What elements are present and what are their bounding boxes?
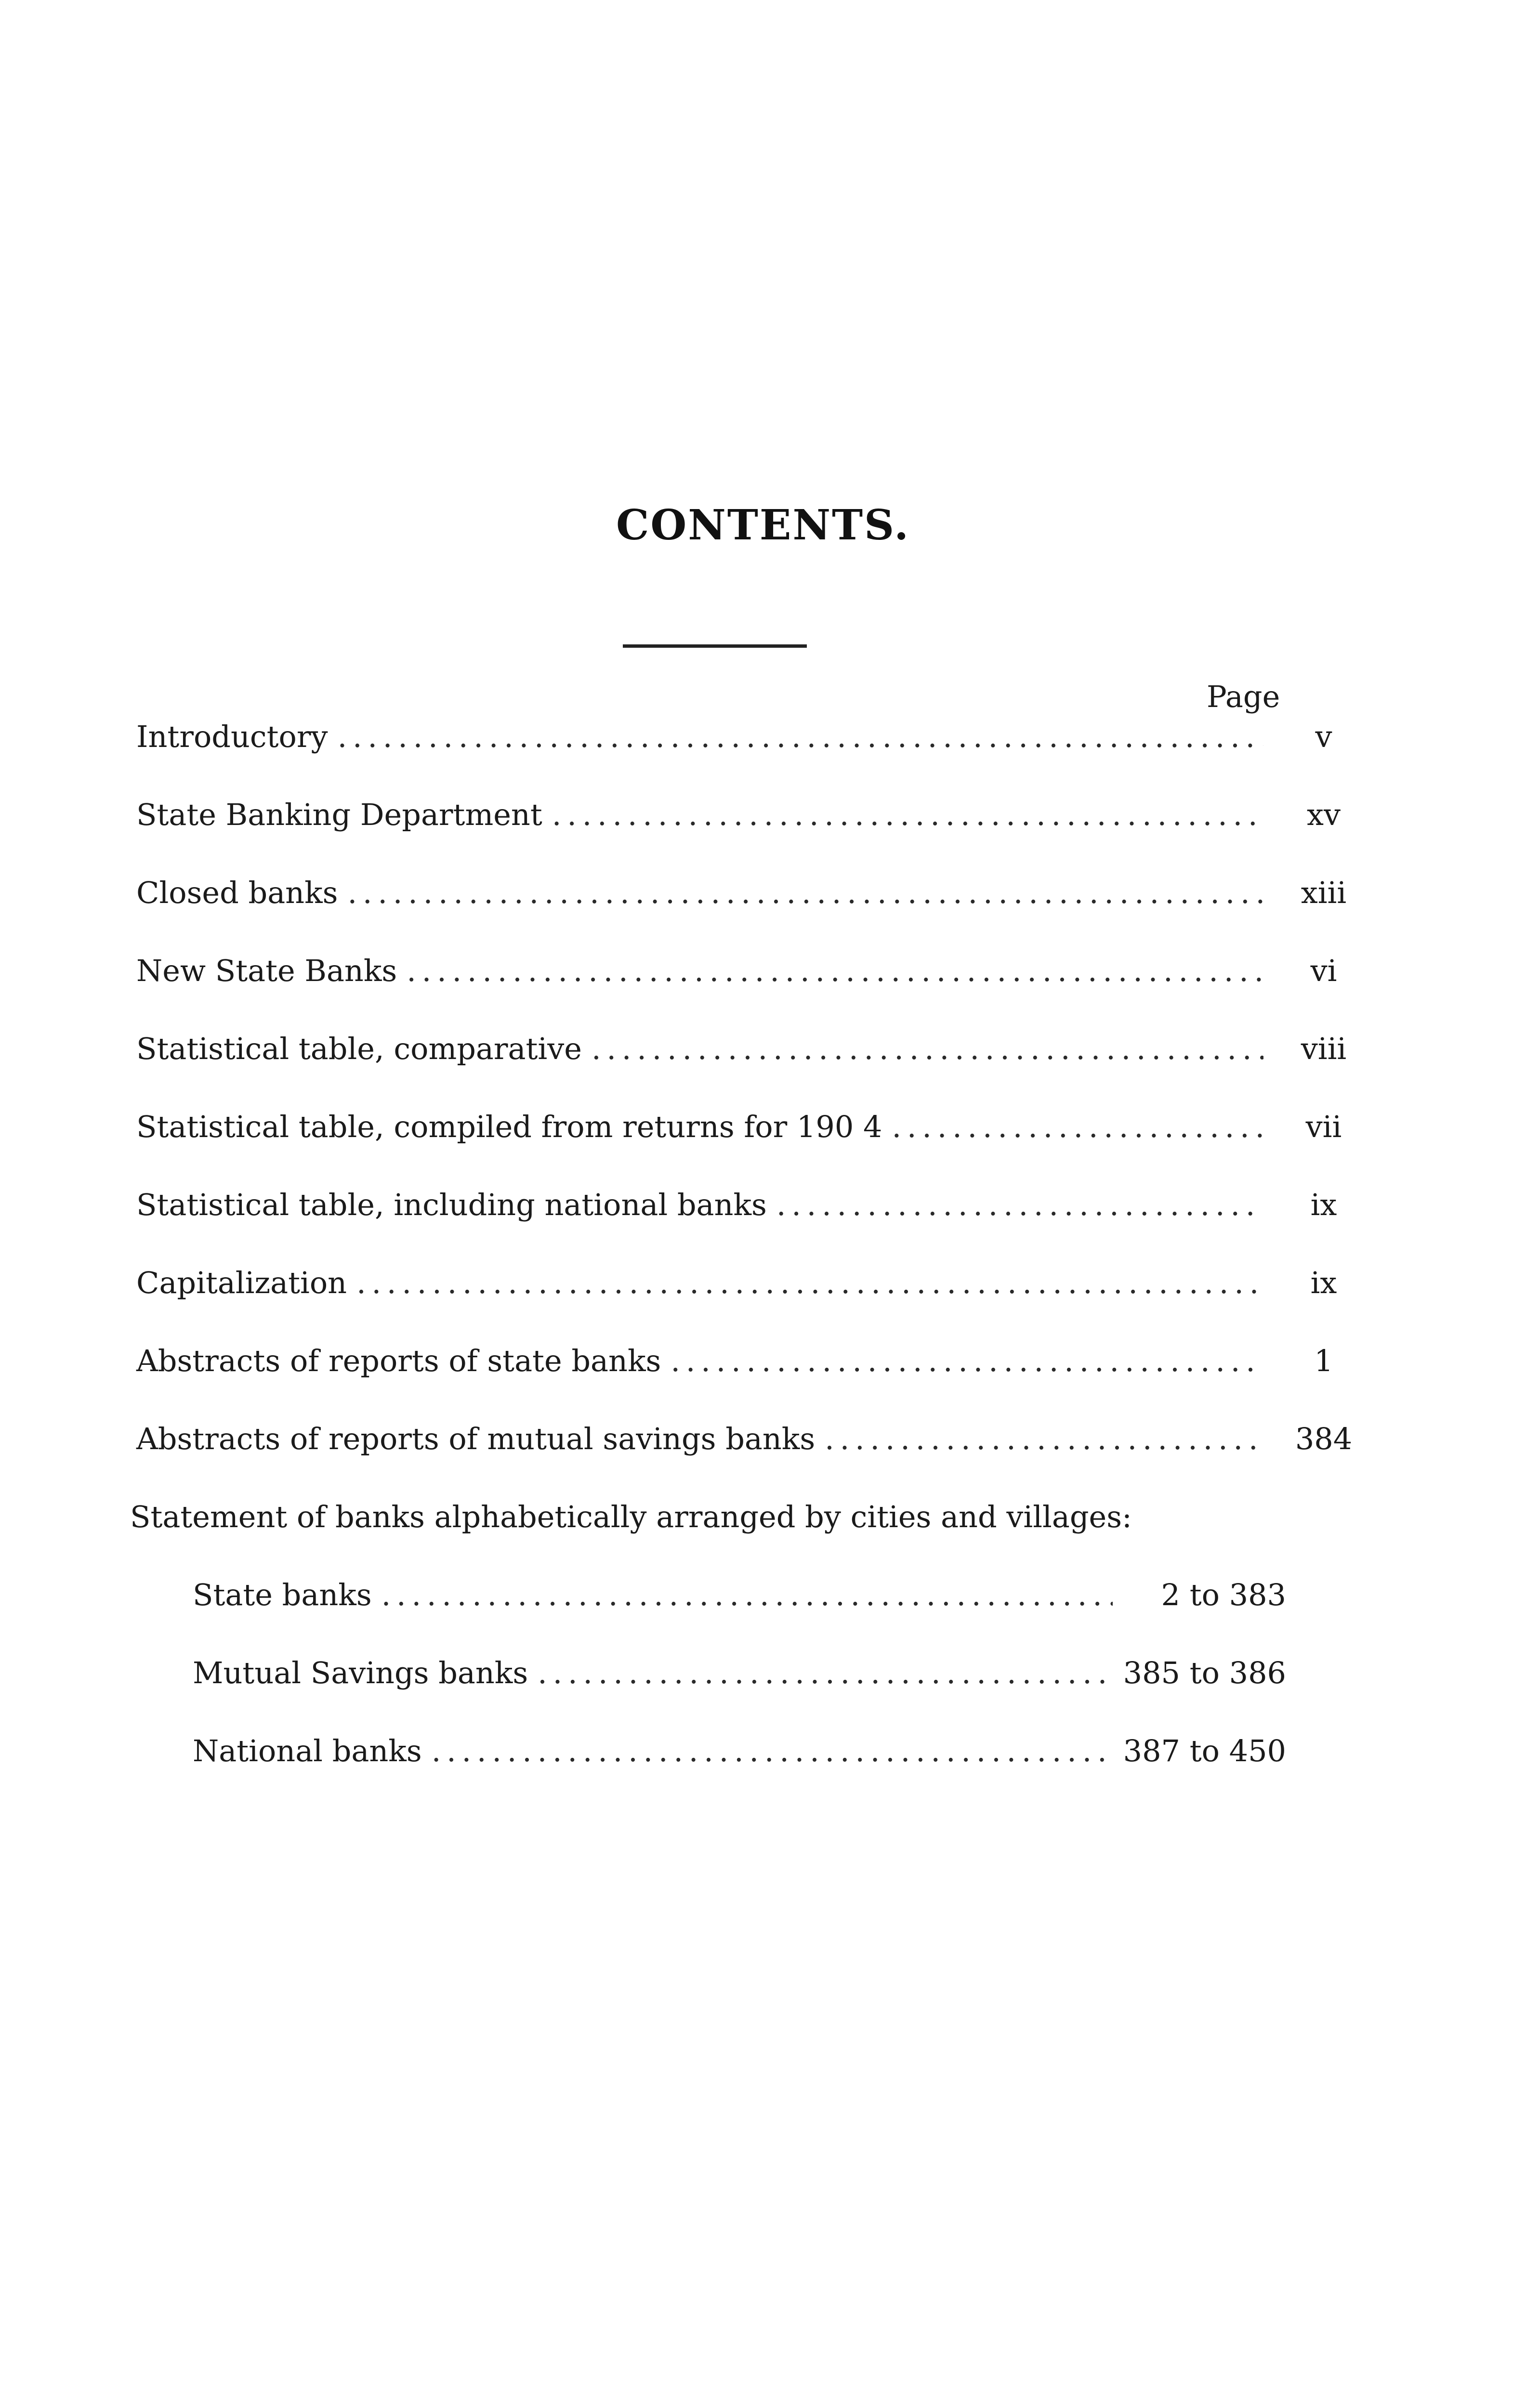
toc-entry-page: xiii — [1301, 875, 1347, 910]
toc-entry-page: 387 to 450 — [1123, 1733, 1286, 1768]
title-rule — [623, 644, 807, 648]
toc-entry-page: vii — [1305, 1109, 1342, 1144]
toc-entry-label: Statistical table, compiled from returns for 190 4 — [136, 1109, 882, 1144]
page-column-header: Page — [1207, 679, 1280, 714]
toc-entry-label: State banks — [193, 1577, 372, 1612]
dot-leader — [338, 718, 1263, 756]
dot-leader — [825, 1420, 1263, 1458]
toc-entry-label: Statistical table, comparative — [136, 1031, 582, 1066]
dot-leader — [552, 796, 1263, 834]
dot-leader — [382, 1576, 1113, 1614]
dot-leader — [432, 1732, 1113, 1770]
toc-entry-page: v — [1315, 719, 1332, 754]
toc-entry-page: ix — [1310, 1265, 1337, 1300]
toc-entry-page: xv — [1307, 797, 1341, 832]
toc-entry[interactable] — [136, 952, 1374, 990]
toc-entry-label: Capitalization — [136, 1265, 347, 1300]
dot-leader — [671, 1342, 1263, 1380]
page-title: CONTENTS. — [616, 501, 910, 550]
toc-entry[interactable] — [136, 1264, 1374, 1302]
toc-entry-page: viii — [1301, 1031, 1347, 1066]
toc-subentry[interactable] — [193, 1576, 1286, 1614]
dot-leader — [776, 1186, 1263, 1224]
toc-entry[interactable] — [136, 1342, 1374, 1380]
toc-entry[interactable] — [136, 1186, 1374, 1224]
toc-entry-label: National banks — [193, 1733, 422, 1768]
toc-entry[interactable] — [136, 796, 1374, 834]
section-heading: Statement of banks alphabetically arranged by cities and villages: — [130, 1499, 1132, 1534]
toc-entry-page: 1 — [1314, 1343, 1333, 1378]
toc-entry-label: Statistical table, including national banks — [136, 1187, 767, 1222]
toc-subentry[interactable] — [193, 1732, 1286, 1770]
toc-subentry[interactable] — [193, 1654, 1286, 1692]
toc-entry-label: New State Banks — [136, 953, 397, 988]
dot-leader — [892, 1108, 1263, 1146]
toc-entry-page: 384 — [1295, 1421, 1353, 1456]
toc-entry-page: vi — [1310, 953, 1337, 988]
toc-entry[interactable] — [136, 874, 1374, 912]
dot-leader — [538, 1654, 1113, 1692]
toc-entry[interactable] — [136, 1030, 1374, 1068]
toc-entry-page: 385 to 386 — [1123, 1655, 1286, 1690]
toc-entry-label: Mutual Savings banks — [193, 1655, 528, 1690]
dot-leader — [407, 952, 1263, 990]
toc-entry-page: 2 to 383 — [1161, 1577, 1286, 1612]
dot-leader — [592, 1030, 1263, 1068]
toc-entry[interactable] — [136, 718, 1374, 756]
dot-leader — [347, 874, 1263, 912]
toc-entry[interactable] — [136, 1108, 1374, 1146]
dot-leader — [356, 1264, 1263, 1302]
toc-entry-page: ix — [1310, 1187, 1337, 1222]
toc-entry-label: Closed banks — [136, 875, 338, 910]
toc-entry[interactable] — [136, 1420, 1374, 1458]
toc-entry-label: Introductory — [136, 719, 328, 754]
toc-entry-label: State Banking Department — [136, 797, 542, 832]
toc-entry-label: Abstracts of reports of state banks — [136, 1343, 661, 1378]
toc-entry-label: Abstracts of reports of mutual savings banks — [136, 1421, 816, 1456]
